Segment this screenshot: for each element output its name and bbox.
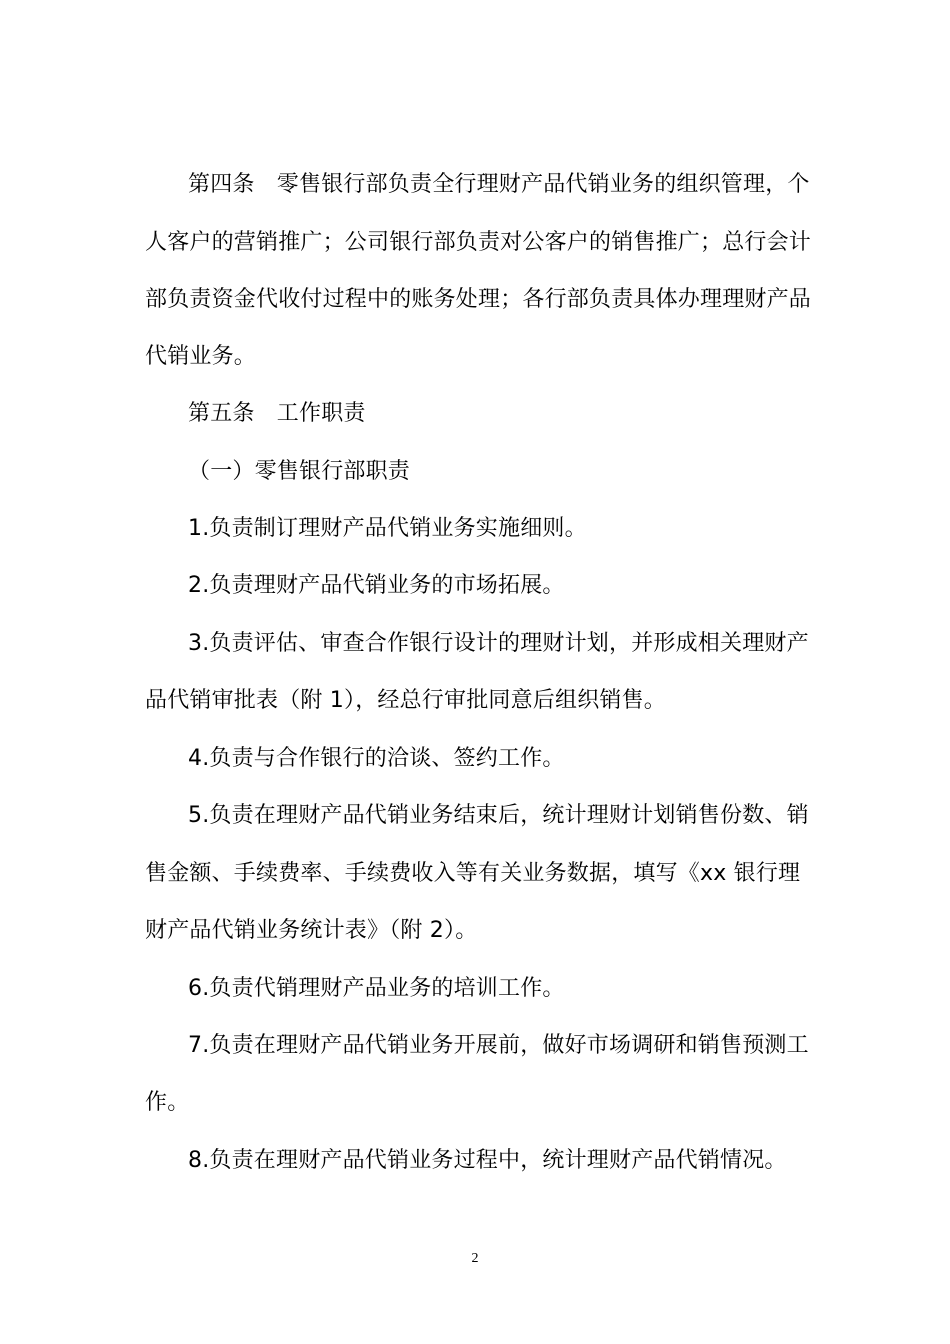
duty-item-8: 8.负责在理财产品代销业务过程中，统计理财产品代销情况。 [188,1148,787,1173]
article-5-heading: 第五条 工作职责 [188,401,366,426]
duty-item-1: 1.负责制订理财产品代销业务实施细则。 [188,516,587,541]
article-4-line-3: 部负责资金代收付过程中的账务处理；各行部负责具体办理理财产品 [145,287,812,312]
article-4-line-1: 第四条 零售银行部负责全行理财产品代销业务的组织管理，个 [188,172,810,197]
article-4-line-4: 代销业务。 [145,344,257,369]
duty-item-5-line-1: 5.负责在理财产品代销业务结束后，统计理财计划销售份数、销 [188,803,809,828]
duty-item-6: 6.负责代销理财产品业务的培训工作。 [188,976,565,1001]
duty-item-3-line-2: 品代销审批表（附 1），经总行审批同意后组织销售。 [145,688,666,713]
duty-item-7-line-2: 作。 [145,1090,190,1115]
article-4-line-2: 人客户的营销推广；公司银行部负责对公客户的销售推广；总行会计 [145,230,812,255]
duty-item-4: 4.负责与合作银行的洽谈、签约工作。 [188,746,565,771]
section-1-heading: （一）零售银行部职责 [188,459,411,484]
duty-item-5-line-2: 售金额、手续费率、手续费收入等有关业务数据，填写《xx 银行理 [145,861,801,886]
duty-item-7-line-1: 7.负责在理财产品代销业务开展前，做好市场调研和销售预测工 [188,1033,809,1058]
duty-item-2: 2.负责理财产品代销业务的市场拓展。 [188,573,565,598]
duty-item-3-line-1: 3.负责评估、审查合作银行设计的理财计划，并形成相关理财产 [188,631,809,656]
page-number: 2 [471,1251,479,1266]
duty-item-5-line-3: 财产品代销业务统计表》（附 2）。 [145,918,478,943]
